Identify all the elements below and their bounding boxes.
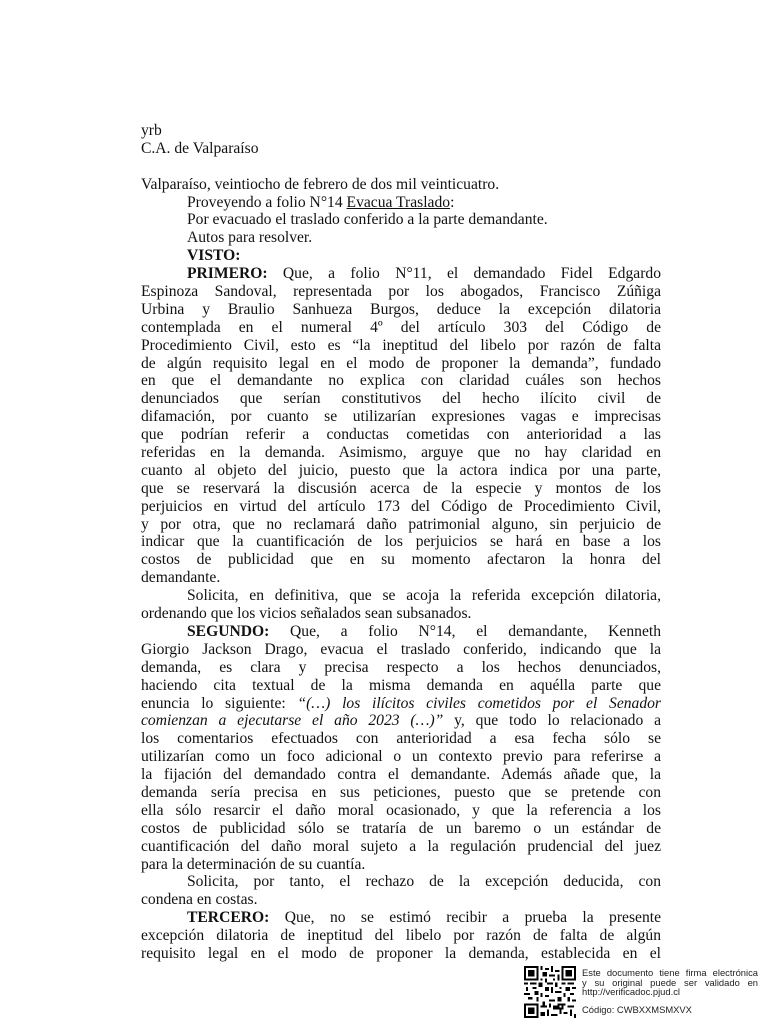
tercero-label: TERCERO:	[187, 909, 270, 927]
qr-code-icon	[524, 966, 576, 1018]
paragraph-solicita-1: Solicita, en definitiva, que se acoja la referida excepción dilatoria, ordenando que los vicios señalados sean subsanados.	[141, 587, 661, 623]
date-line: Valparaíso, veintiocho de febrero de dos mil veinticuatro.	[141, 175, 500, 193]
segundo-label: SEGUNDO:	[187, 622, 270, 640]
court-name: C.A. de Valparaíso	[141, 139, 259, 157]
quote-part-2: comienzan a ejecutarse el año 2023 (…)”	[141, 712, 444, 730]
signature-footer	[524, 966, 760, 1016]
verification-link[interactable]: http://verificadoc.pjud.cl	[582, 986, 680, 998]
initials: yrb	[141, 122, 162, 139]
signature-notice: Este documento tiene firma electrónica y su original puede ser validado en http://verificadoc.pjud.cl Código: CWBXXMSMXVX	[582, 967, 758, 1015]
paragraph-segundo: SEGUNDO: Que, a folio N°14, el demandante, Kenneth Giorgio Jackson Drago, evacua el traslado conferido, indicando que la demanda, es clara y precisa respecto a los hechos denunciados, haciendo cita textual de la misma demanda en aquélla parte que enuncia lo siguiente: “(…) los ilícitos civiles cometidos por el Senador comienzan a ejecutarse el año 2023 (…)” y, que todo lo relacionado a los comentarios efectuados con anterioridad a esa fecha sólo se utilizarían como un foco adicional o un contexto previo para referirse a la fijación del demandado contra el demandante. Además añade que, la demanda sería precisa en sus peticiones, puesto que se pretende con ella sólo resarcir el daño moral ocasionado, y que la referencia a los costos de publicidad sólo se trataría de un baremo o un estándar de cuantificación del daño moral sujeto a la regulación prudencial del juez para la determinación de su cuantía.	[141, 622, 661, 873]
autos-line: Autos para resolver.	[187, 229, 313, 247]
verification-code: Código: CWBXXMSMXVX	[582, 1003, 692, 1015]
evacuado-line: Por evacuado el traslado conferido a la parte demandante.	[187, 211, 548, 229]
paragraph-solicita-2: Solicita, por tanto, el rechazo de la excepción deducida, con condena en costas.	[141, 873, 661, 909]
paragraph-primero: PRIMERO: Que, a folio N°11, el demandado Fidel Edgardo Espinoza Sandoval, representada por los abogados, Francisco Zúñiga Urbina y Braulio Sanhueza Burgos, deduce la excepción dilatoria contemplada en el numeral 4º del artículo 303 del Código de Procedimiento Civil, esto es “la ineptitud del libelo por razón de falta de algún requisito legal en el modo de proponer la demanda”, fundado en que el demandante no explica con claridad cuáles son hechos denunciados que serían constitutivos del hecho ilícito civil de difamación, por cuanto se utilizarían expresiones vagas e imprecisas que podrían referir a conductas cometidas con anterioridad a las referidas en la demanda. Asimismo, arguye que no hay claridad en cuanto al objeto del juicio, puesto que la actora indica por una parte, que se reservará la discusión acerca de la especie y montos de los perjuicios en virtud del artículo 173 del Código de Procedimiento Civil, y por otra, que no reclamará daño patrimonial alguno, sin perjuicio de indicar que la cuantificación de los perjuicios se hará en base a los costos de publicidad que en su momento afectaron la honra del demandante.	[141, 265, 661, 587]
primero-label: PRIMERO:	[187, 265, 268, 283]
proveyendo-line: Proveyendo a folio N°14 Evacua Traslado:	[187, 193, 455, 211]
quote-part-1: “(…) los ilícitos civiles cometidos por el Senador	[297, 694, 661, 712]
document-page	[141, 122, 661, 963]
evacua-traslado-link[interactable]: Evacua Traslado	[346, 193, 451, 211]
visto-heading: VISTO:	[187, 247, 241, 265]
paragraph-tercero: TERCERO: Que, no se estimó recibir a prueba la presente excepción dilatoria de ineptitud del libelo por razón de falta de algún requisito legal en el modo de proponer la demanda, establecida en el	[141, 909, 661, 962]
